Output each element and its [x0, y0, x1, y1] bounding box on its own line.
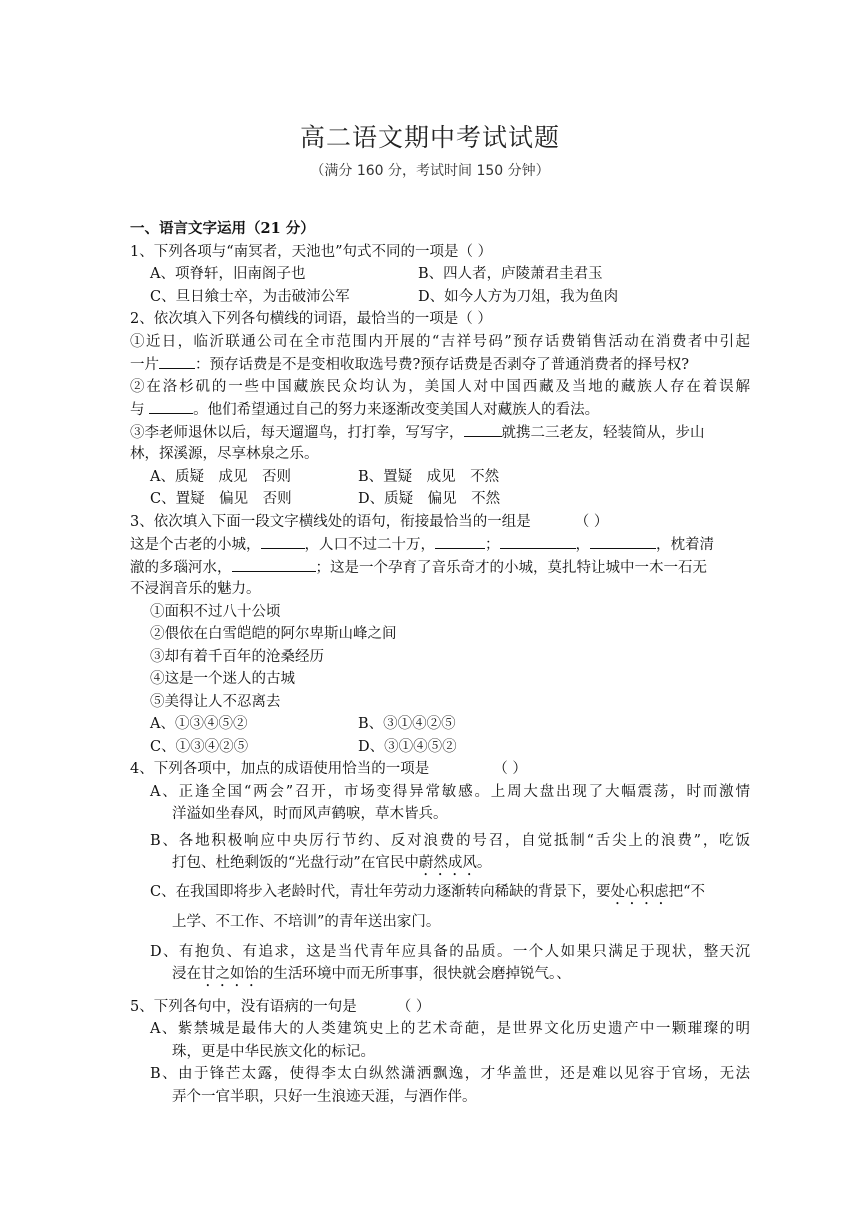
text-fragment: 的生活环境中而无所事事，很快就会磨掉锐气。、	[259, 966, 571, 982]
option-d: D、质疑 偏见 不然	[358, 491, 501, 507]
question-3-item-4: ④这是一个迷人的古城	[150, 671, 295, 687]
text-fragment: ，人口不过二十万，	[304, 537, 435, 553]
text-fragment: ：预存话费是不是变相收取选号费?预存话费是否剥夺了普通消费者的择号权?	[195, 357, 690, 373]
question-5-option-b-line-2: 弄个一官半职，只好一生浪迹天涯，与酒作伴。	[172, 1088, 477, 1105]
option-b: B、置疑 成见 不然	[358, 468, 500, 485]
question-3-item-3: ③却有着千百年的沧桑经历	[150, 648, 324, 665]
blank-line	[435, 533, 485, 549]
text-fragment: 把“不	[668, 883, 706, 900]
page-title: 高二语文期中考试试题	[299, 123, 560, 152]
option-d: D、③①④⑤②	[358, 738, 457, 755]
blank-line	[159, 353, 195, 369]
blank-line	[232, 556, 316, 572]
question-2-stem: 2、依次填入下列各句横线的词语，最恰当的一项是（ ）	[130, 311, 492, 327]
text-fragment: C、在我国即将步入老龄时代，青壮年劳动力逐渐转向稀缺的背景下，要	[150, 883, 611, 900]
blank-line	[500, 533, 576, 549]
question-4-option-c-line-2: 上学、不工作、不培训”的青年送出家门。	[172, 913, 441, 930]
question-3-options-row-2	[130, 736, 750, 759]
text-fragment: ；这是一个孕育了音乐奇才的小城，莫扎特让城中一木一石无	[315, 559, 707, 576]
question-3-passage-line-1	[130, 533, 750, 556]
question-2-sentence-2b	[130, 398, 750, 421]
question-3-options-row-1	[130, 713, 750, 736]
question-5-option-b-line-1: B、由于锋芒太露，使得李太白纵然潇洒飘逸，才华盖世，还是难以见容于官场，无法	[150, 1066, 750, 1082]
option-c: C、①③④②⑤	[150, 738, 249, 755]
blank-line	[464, 421, 502, 437]
answer-paren: （ ）	[396, 998, 431, 1015]
section-heading: 一、语言文字运用（21 分）	[130, 220, 315, 237]
question-2-options-row-1	[130, 466, 750, 489]
question-4-option-c-line-1	[130, 877, 750, 907]
text-fragment: 就携二三老友，轻装简从，步山	[501, 424, 705, 441]
question-3-passage-line-2	[130, 556, 750, 579]
answer-paren: （ ）	[493, 761, 527, 777]
question-4-option-a-line-2: 洋溢如坐春风，时而风声鹤唳，草木皆兵。	[172, 806, 448, 822]
text-fragment: 3、依次填入下面一段文字横线处的语句，衔接最恰当的一组是	[130, 513, 531, 530]
question-5-stem	[130, 996, 750, 1019]
question-4-option-a-line-1: A、正逢全国“两会”召开，市场变得异常敏感。上周大盘出现了大幅震荡，时而激情	[150, 783, 750, 800]
question-4-option-d-line-1: D、有抱负、有追求，这是当代青年应具备的品质。一个人如果只满足于现状，整天沉	[150, 943, 750, 960]
question-5-option-a-line-2: 珠，更是中华民族文化的标记。	[172, 1043, 375, 1060]
option-b: B、③①④②⑤	[358, 716, 456, 732]
question-2-sentence-1b	[130, 353, 750, 376]
text-fragment: 这是个古老的小城，	[130, 537, 261, 553]
option-d: D、如今人方为刀俎，我为鱼肉	[418, 288, 619, 305]
question-5-option-a-line-1: A、紫禁城是最伟大的人类建筑史上的艺术奇葩，是世界文化历史遗产中一颗璀璨的明	[150, 1021, 750, 1037]
blank-line	[261, 533, 305, 549]
question-2-sentence-2a: ②在洛杉矶的一些中国藏族民众均认为，美国人对中国西藏及当地的藏族人存在着误解	[130, 378, 750, 395]
option-a: A、项脊轩，旧南阁子也	[150, 266, 306, 282]
question-3-passage-line-3: 不浸润音乐的魅力。	[130, 581, 261, 597]
blank-line	[149, 398, 193, 414]
question-1-options-row-1	[130, 263, 750, 286]
question-3-item-2: ②偎依在白雪皑皑的阿尔卑斯山峰之间	[150, 626, 397, 642]
question-3-item-1: ①面积不过八十公顷	[150, 603, 281, 620]
text-fragment: 。	[476, 855, 492, 871]
text-fragment: 。他们希望通过自己的努力来逐渐改变美国人对藏族人的看法。	[193, 402, 600, 418]
question-1-options-row-2	[130, 286, 750, 309]
question-3-stem	[130, 511, 750, 534]
text-fragment: 5、下列各句中，没有语病的一句是	[130, 998, 357, 1015]
blank-line	[590, 533, 656, 549]
option-c: C、置疑 偏见 否则	[150, 491, 292, 507]
exam-body	[130, 218, 750, 1108]
dotted-idiom: 蔚然成风	[418, 855, 477, 871]
dotted-idiom: 甘之如饴	[201, 966, 259, 982]
question-2-sentence-3a	[130, 421, 750, 444]
option-a: A、①③④⑤②	[150, 716, 248, 732]
text-fragment: 4、下列各项中，加点的成语使用恰当的一项是	[130, 761, 430, 777]
option-a: A、质疑 成见 否则	[150, 468, 291, 485]
option-c: C、旦日飨士卒，为击破沛公军	[150, 288, 350, 305]
question-4-option-b-line-2	[130, 852, 750, 875]
text-fragment: 与	[130, 402, 150, 418]
text-fragment: ③李老师退休以后，每天遛遛鸟，打打拳，写写字，	[130, 424, 464, 441]
option-b: B、四人者，庐陵萧君圭君玉	[418, 266, 603, 282]
text-fragment: ，	[575, 537, 590, 553]
question-4-option-d-line-2	[130, 963, 750, 986]
question-2-sentence-3b: 林，探溪源，尽享林泉之乐。	[130, 446, 319, 462]
question-3-item-5: ⑤美得让人不忍离去	[150, 693, 281, 710]
question-2-sentence-1a: ①近日，临沂联通公司在全市范围内开展的“吉祥号码”预存话费销售活动在消费者中引起	[130, 333, 750, 350]
question-4-option-b-line-1: B、各地积极响应中央厉行节约、反对浪费的号召，自觉抵制“舌尖上的浪费”，吃饭	[150, 832, 750, 849]
question-2-options-row-2	[130, 488, 750, 511]
page-subtitle: （满分 160 分，考试时间 150 分钟）	[310, 163, 550, 179]
dotted-idiom: 处心积虑	[610, 883, 669, 900]
text-fragment: 打包、杜绝剩饭的“光盘行动”在官民中	[172, 855, 419, 871]
answer-paren: （ ）	[574, 513, 609, 530]
text-fragment: 浸在	[172, 966, 201, 982]
question-1-stem: 1、下列各项与“南冥者，天池也”句式不同的一项是（ ）	[130, 243, 493, 260]
text-fragment: ；	[485, 537, 500, 553]
text-fragment: ，枕着清	[656, 537, 714, 553]
text-fragment: 澈的多瑙河水，	[130, 559, 232, 576]
text-fragment: 一片	[130, 357, 159, 373]
question-4-stem	[130, 758, 750, 781]
